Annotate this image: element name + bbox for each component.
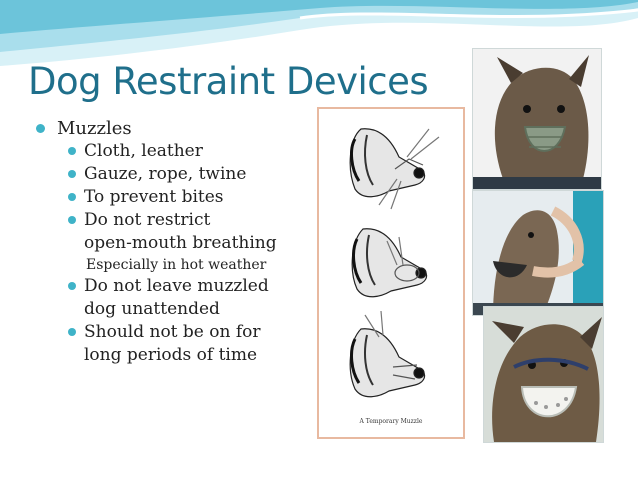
- bullet-dot-icon: [68, 193, 76, 201]
- figure-caption: A Temporary Muzzle: [359, 418, 423, 425]
- bullet-continuation: [68, 232, 316, 255]
- bullet-text: Cloth, leather: [84, 141, 203, 161]
- dog-photo-1: [472, 48, 602, 190]
- bullet-item: [68, 163, 316, 186]
- bullet-text: To prevent bites: [84, 187, 224, 207]
- plastic-muzzle-photo-icon: [484, 307, 603, 442]
- bullet-text: Especially in hot weather: [86, 257, 267, 273]
- bullet-subnote: [86, 255, 316, 275]
- bullet-dot-icon: [68, 282, 76, 290]
- bullet-text: Do not restrict: [84, 210, 211, 230]
- dog-photo-3: [483, 306, 604, 443]
- bullet-text: Should not be on for: [84, 322, 261, 342]
- bullet-dot-icon: [68, 147, 76, 155]
- bullet-item: [68, 321, 316, 344]
- bullet-text: open-mouth breathing: [84, 233, 277, 253]
- bullet-dot-icon: [68, 170, 76, 178]
- dog-muzzle-photo-icon: [473, 49, 601, 189]
- bullet-dot-icon: [68, 328, 76, 336]
- bullet-text: long periods of time: [84, 345, 258, 365]
- bullet-continuation: [68, 298, 316, 321]
- muzzle-illustration: [317, 107, 465, 439]
- bullet-text: dog unattended: [84, 299, 220, 319]
- dog-photo-2: [472, 190, 604, 316]
- page-title: Dog Restraint Devices: [28, 60, 429, 103]
- bullet-item: [36, 118, 316, 140]
- bullet-dot-icon: [68, 216, 76, 224]
- bullet-text: Muzzles: [57, 118, 132, 139]
- bullet-item: [68, 275, 316, 298]
- bullet-text: Do not leave muzzled: [84, 276, 269, 296]
- bullet-item: [68, 140, 316, 163]
- muzzle-fitting-photo-icon: [473, 191, 603, 315]
- bullet-item: [68, 186, 316, 209]
- bullet-item: [68, 209, 316, 232]
- muzzle-sketch-icon: [319, 109, 465, 439]
- bullet-continuation: [68, 344, 316, 367]
- bullet-list: [36, 118, 316, 367]
- bullet-text: Gauze, rope, twine: [84, 164, 247, 184]
- bullet-dot-icon: [36, 124, 45, 133]
